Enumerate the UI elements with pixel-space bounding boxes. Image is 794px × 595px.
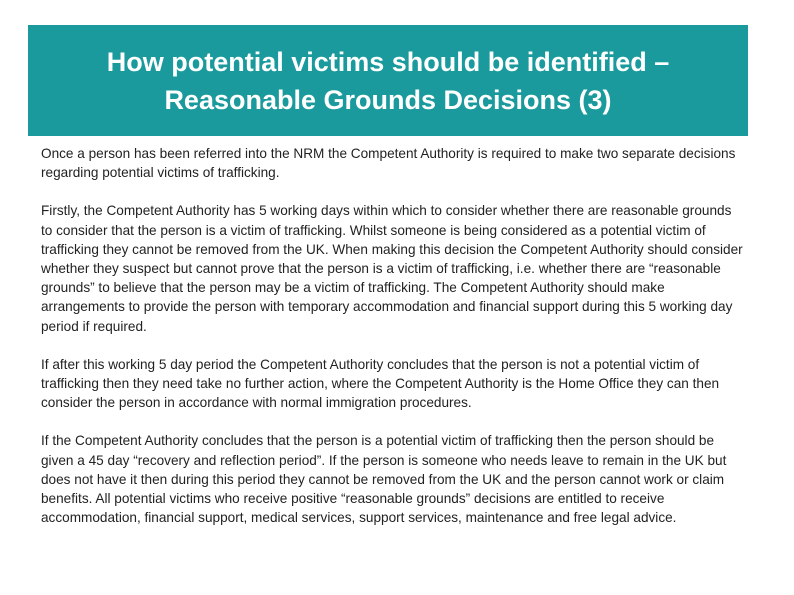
paragraph-reasonable-grounds: Firstly, the Competent Authority has 5 working days within which to consider whether there are reasonable grounds to consider that the person is a victim of trafficking. Whilst someone is being considered as a potential victim of trafficking they cannot be removed from the UK. When making this decision the Competent Authority should consider whether they suspect but cannot prove that the person is a victim of trafficking, i.e. whether there are “reasonable grounds” to believe that the person may be a victim of trafficking. The Competent Authority should make arrangements to provide the person with temporary accommodation and financial support during this 5 working day period if required. xyxy=(41,203,743,334)
title-bar xyxy=(28,25,748,136)
paragraph-nrm-decisions: Once a person has been referred into the NRM the Competent Authority is required to make two separate decisions regarding potential victims of trafficking. xyxy=(41,146,736,181)
slide-body xyxy=(41,144,743,546)
slide-title xyxy=(38,43,738,119)
paragraph-not-victim: If after this working 5 day period the Competent Authority concludes that the person is not a potential victim of trafficking then they need take no further action, where the Competent Authority is the Home Office they can then consider the person in accordance with normal immigration procedures. xyxy=(41,356,720,411)
paragraph-recovery-period: If the Competent Authority concludes that the person is a potential victim of trafficking then the person should be given a 45 day “recovery and reflection period”. If the person is someone who needs leave to remain in the UK but does not have it then during this period they cannot be removed from the UK and the person cannot work or claim benefits. All potential victims who receive positive “reasonable grounds” decisions are entitled to receive accommodation, financial support, medical services, support services, maintenance and free legal advice. xyxy=(41,433,727,526)
title-line-1: How potential victims should be identified – xyxy=(106,46,670,77)
title-line-2: Reasonable Grounds Decisions (3) xyxy=(164,84,612,115)
